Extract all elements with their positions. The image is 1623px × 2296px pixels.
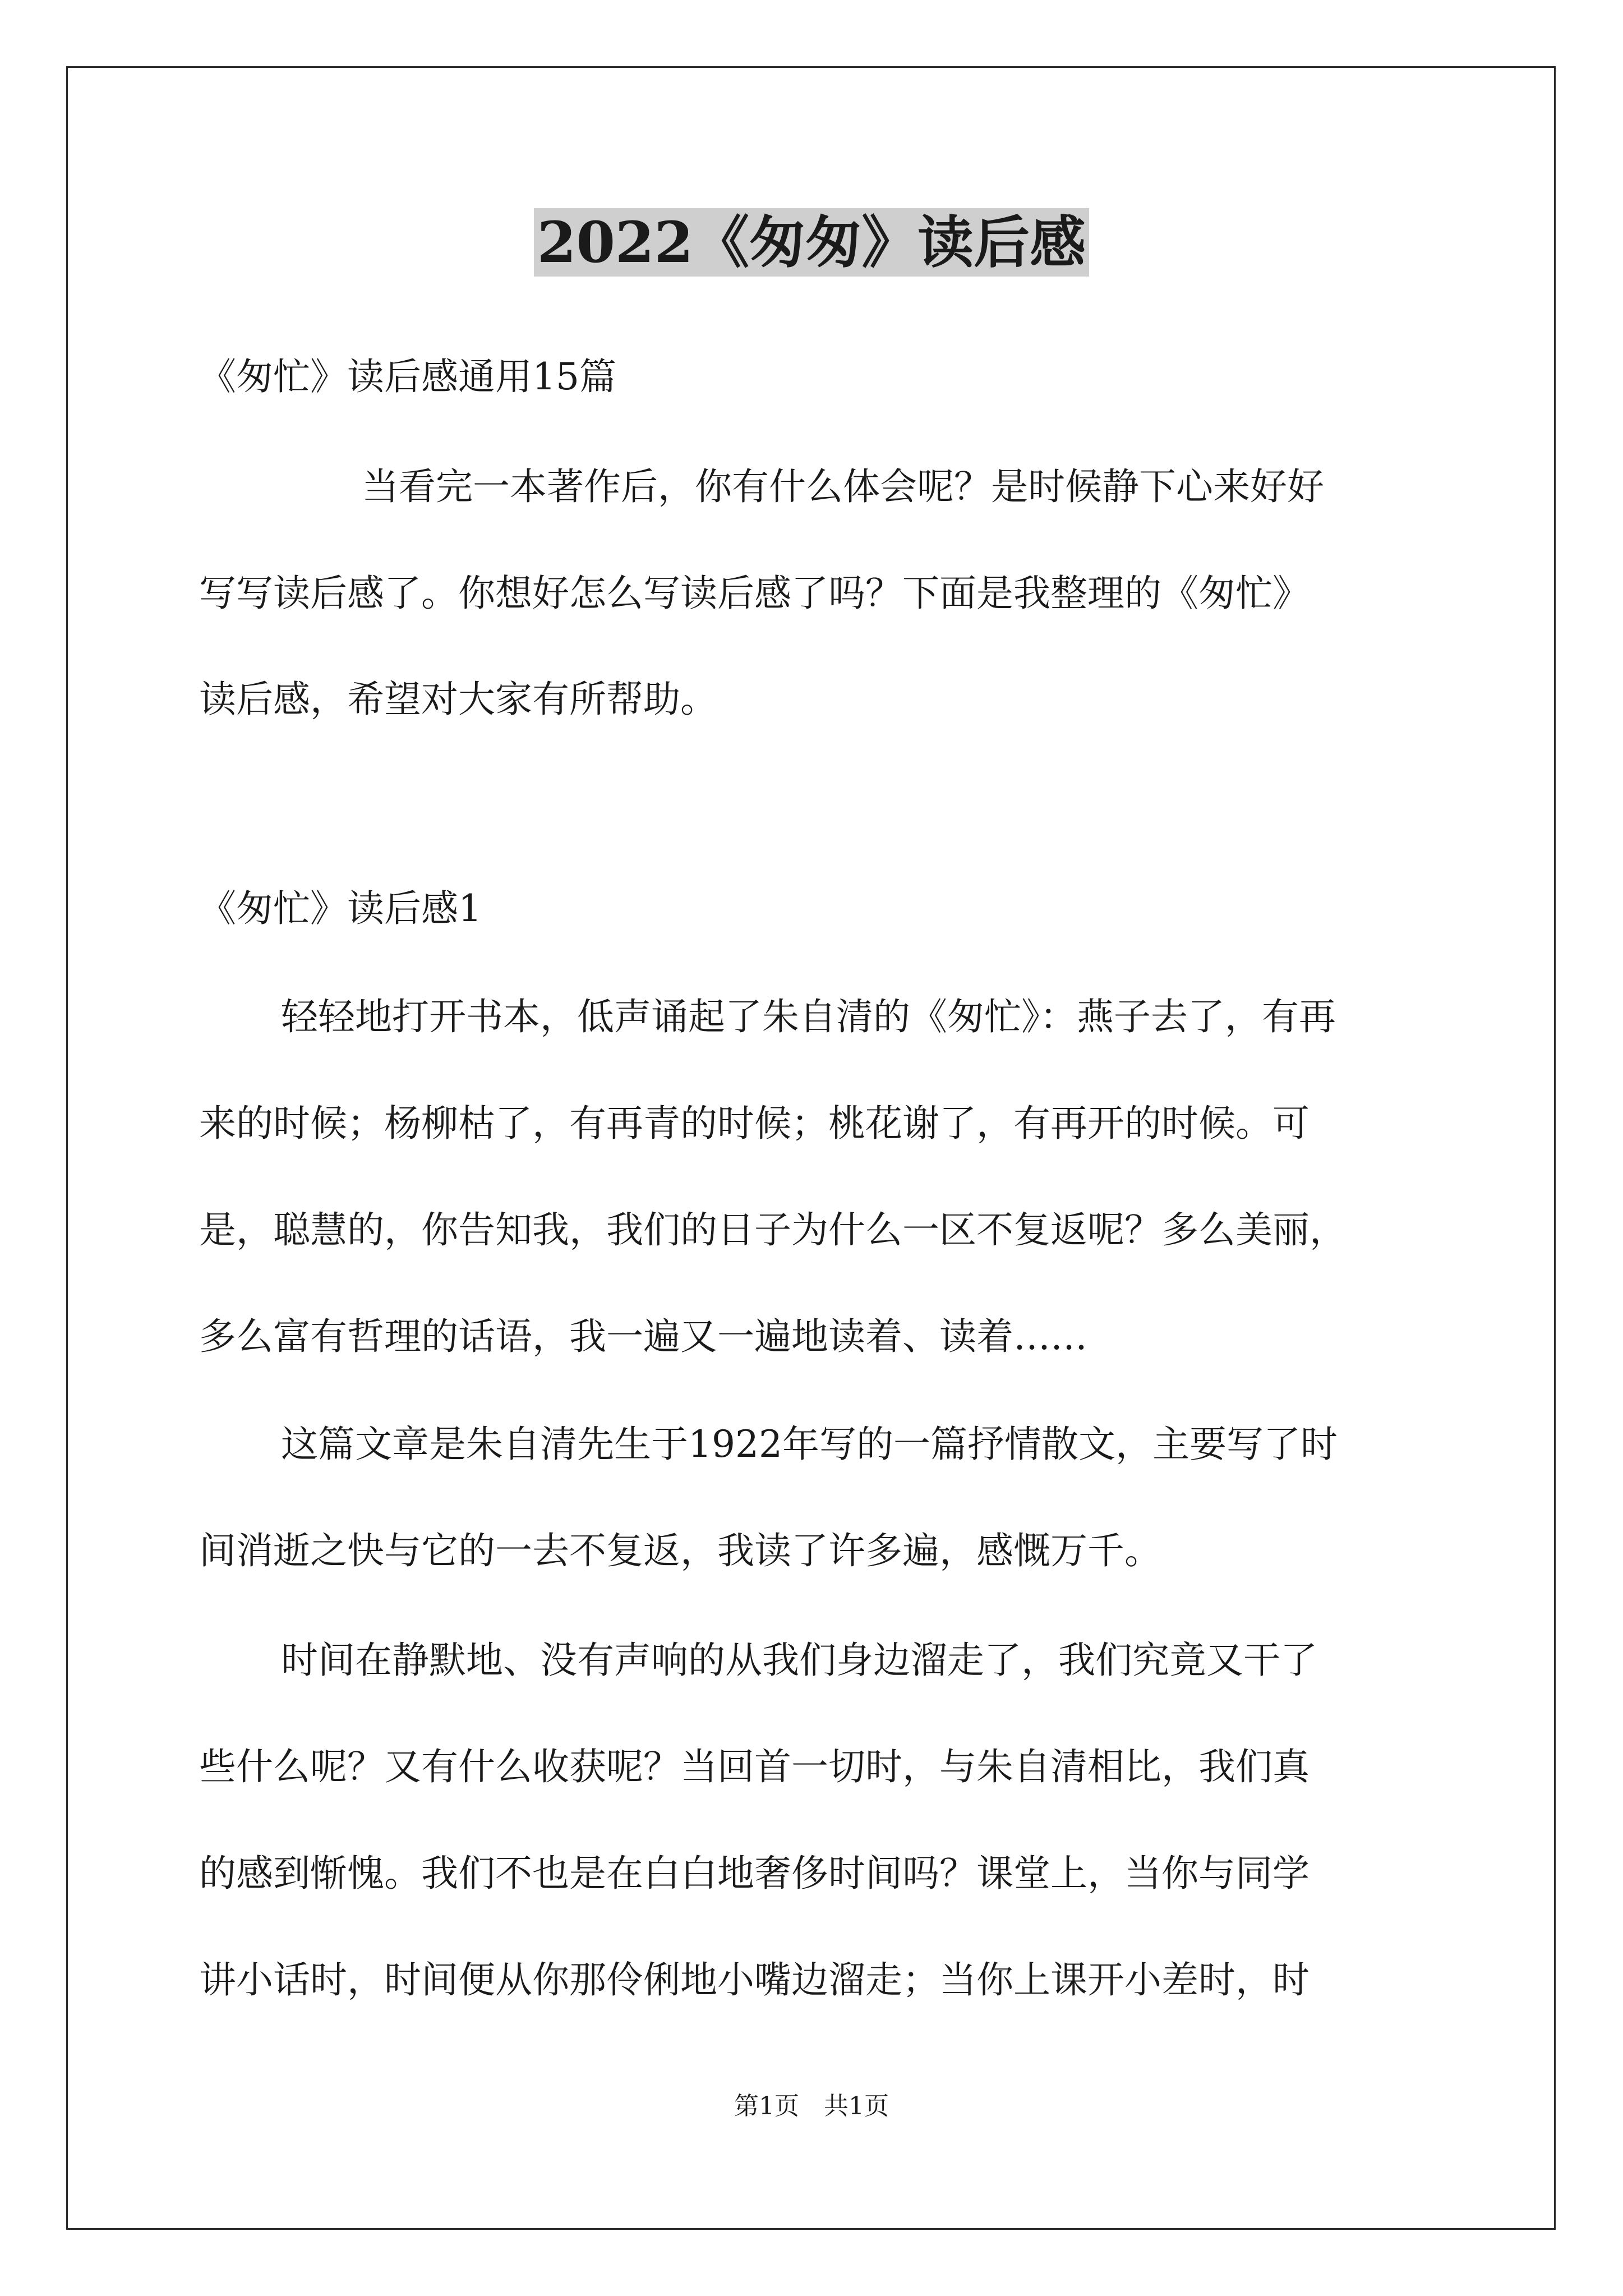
page-footer: 第1页 共1页	[734, 2092, 889, 2120]
intro-line-1: 当看完一本著作后，你有什么体会呢？是时候静下心来好好	[362, 465, 1324, 508]
para1-line-3: 是，聪慧的，你告知我，我们的日子为什么一区不复返呢？多么美丽，	[199, 1208, 1347, 1251]
para1-line-4: 多么富有哲理的话语，我一遍又一遍地读着、读着……	[199, 1315, 1087, 1358]
intro-line-2: 写写读后感了。你想好怎么写读后感了吗？下面是我整理的《匆忙》	[199, 572, 1310, 615]
para1-line-1: 轻轻地打开书本，低声诵起了朱自清的《匆忙》：燕子去了，有再	[281, 995, 1336, 1038]
para3-line-1: 时间在静默地、没有声响的从我们身边溜走了，我们究竟又干了	[281, 1639, 1317, 1682]
para3-line-4: 讲小话时，时间便从你那伶俐地小嘴边溜走；当你上课开小差时，时	[199, 1958, 1310, 2001]
document-title-text: 2022《匆匆》读后感	[534, 208, 1089, 277]
para3-line-2: 些什么呢？又有什么收获呢？当回首一切时，与朱自清相比，我们真	[199, 1745, 1310, 1788]
section-heading: 《匆忙》读后感1	[199, 887, 482, 930]
intro-line-3: 读后感，希望对大家有所帮助。	[199, 678, 717, 721]
document-title	[0, 203, 1623, 282]
para2-line-2: 间消逝之快与它的一去不复返，我读了许多遍，感慨万千。	[199, 1529, 1161, 1572]
document-subtitle: 《匆忙》读后感通用15篇	[199, 355, 616, 398]
para2-line-1: 这篇文章是朱自清先生于1922年写的一篇抒情散文，主要写了时	[281, 1423, 1338, 1466]
para1-line-2: 来的时候；杨柳枯了，有再青的时候；桃花谢了，有再开的时候。可	[199, 1102, 1310, 1145]
para3-line-3: 的感到惭愧。我们不也是在白白地奢侈时间吗？课堂上，当你与同学	[199, 1852, 1310, 1895]
